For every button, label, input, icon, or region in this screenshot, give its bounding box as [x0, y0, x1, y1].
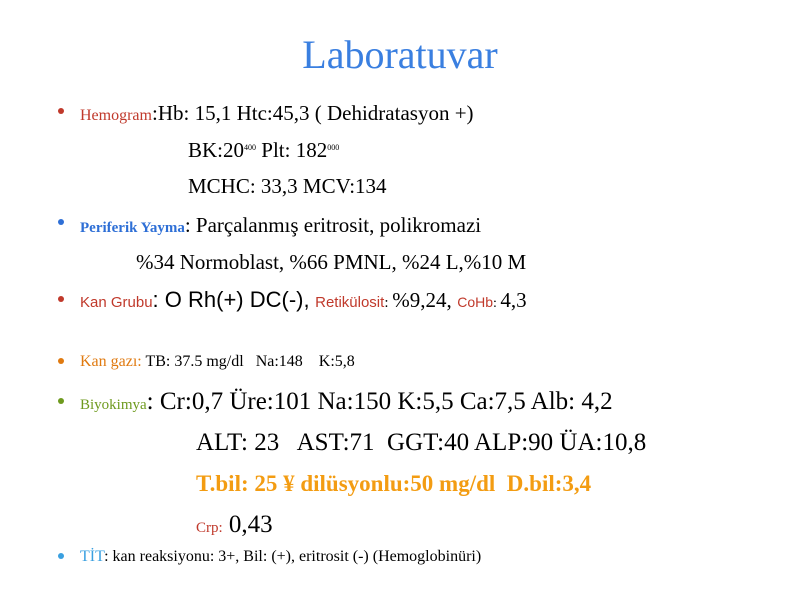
crp-line	[196, 512, 273, 537]
hemogram-line-2	[188, 140, 339, 161]
bullet-tit	[58, 553, 64, 559]
periferik-line-2: %34 Normoblast, %66 PMNL, %24 L,%10 M	[136, 250, 527, 274]
retikulosit-label: Retikülosit	[315, 294, 385, 311]
biyokimya-line-3: T.bil: 25 ¥ dilüsyonlu:50 mg/dl D.bil:3,4	[196, 471, 592, 496]
bullet-kan-gazi	[58, 358, 64, 364]
kan-grubu-line: Kan Grubu: O Rh(+) DC(-), Retikülosit: %9,24, CoHb: 4,3	[80, 287, 527, 312]
plt-value: Plt: 182	[256, 138, 328, 162]
bullet-kan-grubu	[58, 296, 64, 302]
kan-gazi-label: Kan gazı:	[80, 353, 142, 370]
kan-gazi-value: TB: 37.5 mg/dl Na:148 K:5,8	[145, 353, 355, 370]
periferik-value: Parçalanmış eritrosit, polikromazi	[195, 213, 482, 237]
plt-sup: 000	[327, 143, 340, 152]
biyokimya-line-2: ALT: 23 AST:71 GGT:40 ALP:90 ÜA:10,8	[196, 429, 647, 456]
bullet-biyokimya	[58, 398, 64, 404]
kan-gazi-line	[80, 354, 355, 370]
bk-sup: 400	[244, 143, 257, 152]
hemogram-label: Hemogram	[80, 107, 152, 124]
tit-label: TİT	[80, 548, 105, 565]
bullet-periferik	[58, 219, 64, 225]
tit-value: kan reaksiyonu: 3+, Bil: (+), eritrosit (-) (Hemoglobinüri)	[112, 548, 482, 565]
cohb-value: 4,3	[500, 288, 527, 312]
kan-grubu-value: O Rh(+) DC(-),	[164, 287, 310, 312]
hemogram-line-1: Hemogram:Hb: 15,1 Htc:45,3 ( Dehidratasyon +)	[80, 101, 474, 125]
periferik-label: Periferik Yayma	[80, 220, 185, 236]
biyokimya-values-1: Cr:0,7 Üre:101 Na:150 K:5,5 Ca:7,5 Alb: 4,2	[159, 388, 613, 415]
cohb-label: CoHb	[457, 294, 494, 310]
kan-grubu-label: Kan Grubu	[80, 294, 153, 311]
crp-label: Crp:	[196, 520, 223, 536]
periferik-line-1: Periferik Yayma: Parçalanmış eritrosit, polikromazi	[80, 213, 482, 237]
hemogram-values: Hb: 15,1 Htc:45,3 ( Dehidratasyon +)	[157, 101, 474, 125]
crp-value: 0,43	[228, 511, 273, 538]
biyokimya-label: Biyokimya	[80, 397, 147, 413]
biyokimya-line-1: Biyokimya: Cr:0,7 Üre:101 Na:150 K:5,5 Ca:7,5 Alb: 4,2	[80, 388, 613, 415]
tit-line: TİT: kan reaksiyonu: 3+, Bil: (+), eritrosit (-) (Hemoglobinüri)	[80, 548, 482, 565]
bullet-hemogram	[58, 108, 64, 114]
hemogram-line-3: MCHC: 33,3 MCV:134	[188, 174, 387, 198]
retikulosit-value: %9,24,	[392, 288, 452, 312]
bk-value: BK:20	[188, 138, 245, 162]
page-title: Laboratuvar	[302, 32, 498, 77]
